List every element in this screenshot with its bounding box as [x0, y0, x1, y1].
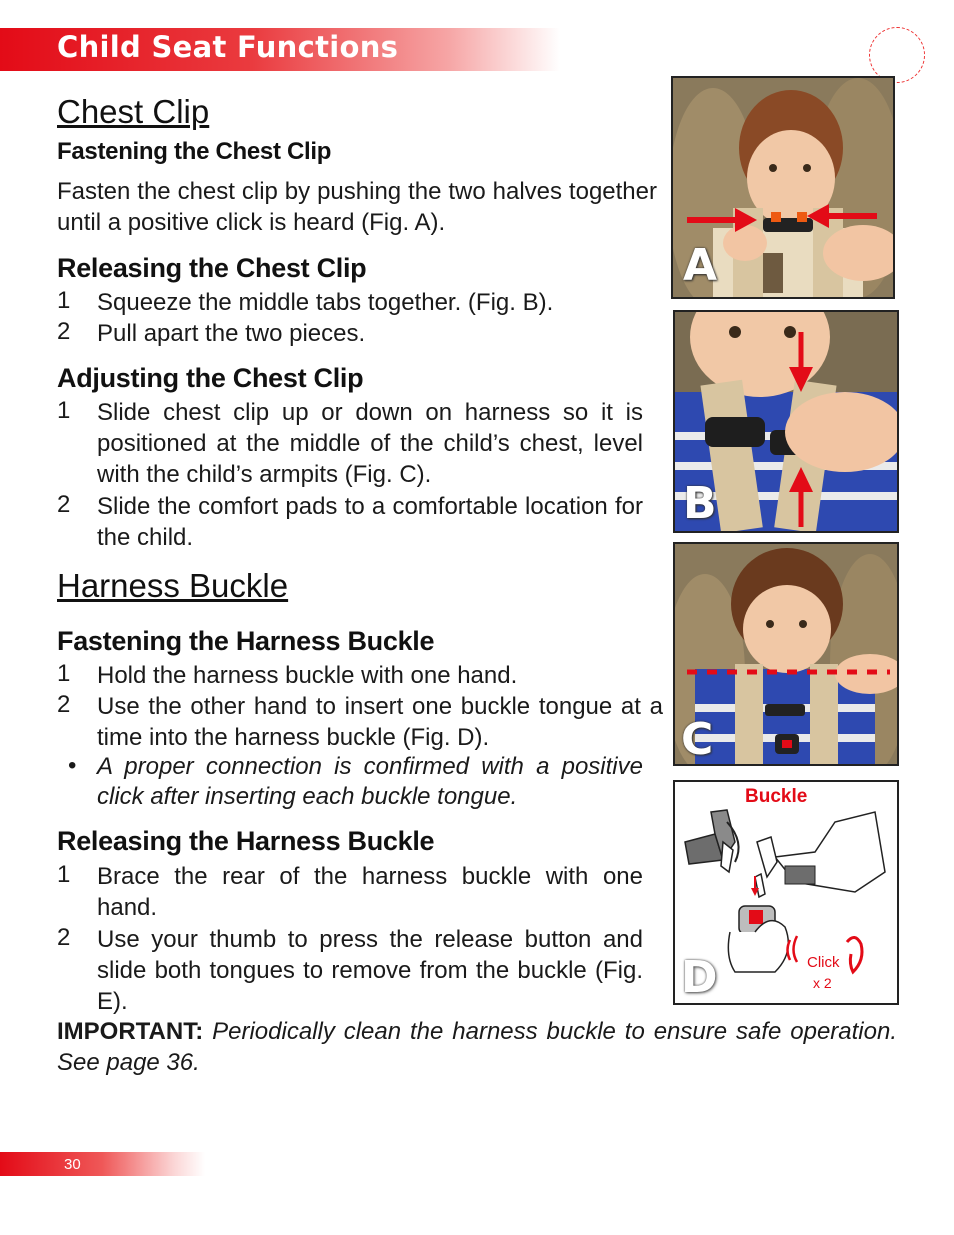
step-number: 1 [57, 861, 71, 888]
step-text: Use your thumb to press the release button and slide both tongues to remove from the buckle (Fig. E). [97, 926, 643, 1015]
releasing-harness-buckle-title: Releasing the Harness Buckle [57, 826, 435, 856]
step-number: 1 [57, 287, 71, 314]
bullet-text: A proper connection is confirmed with a positive click after inserting each buckle tongue. [97, 753, 643, 810]
figure-b-label: B [683, 478, 717, 529]
fastening-harness-buckle-title: Fastening the Harness Buckle [57, 626, 435, 656]
figure-b [673, 310, 899, 533]
step-text: Slide chest clip up or down on harness so it is positioned at the middle of the child’s chest, level with the child’s armpits (Fig. C). [97, 399, 643, 488]
step-number: 2 [57, 318, 71, 345]
releasing-chest-clip-title: Releasing the Chest Clip [57, 253, 367, 283]
chest-clip-heading: Chest Clip [57, 93, 210, 130]
step-number: 2 [57, 924, 71, 951]
step-number: 2 [57, 491, 71, 518]
figure-a-label: A [683, 240, 718, 291]
click-count: x 2 [813, 975, 832, 991]
step-number: 2 [57, 691, 71, 718]
page-number: 30 [64, 1156, 81, 1173]
step-number: 1 [57, 660, 71, 687]
figure-d-title: Buckle [745, 786, 808, 807]
figure-c-label: C [681, 714, 714, 765]
fastening-chest-clip-title: Fastening the Chest Clip [57, 138, 332, 165]
step-text: Slide the comfort pads to a comfortable location for the child. [97, 493, 643, 551]
important-note [57, 1016, 897, 1078]
figure-d-label: D [681, 952, 718, 1003]
footer-band [0, 1152, 205, 1176]
important-label: IMPORTANT: [57, 1018, 204, 1045]
harness-buckle-heading: Harness Buckle [57, 567, 289, 604]
figure-a [671, 76, 895, 299]
step-text: Use the other hand to insert one buckle tongue at a time into the harness buckle (Fig. D). [97, 693, 663, 751]
step-number: 1 [57, 397, 71, 424]
section-title: Child Seat Functions [57, 30, 399, 64]
figure-c [673, 542, 899, 766]
adjusting-chest-clip-title: Adjusting the Chest Clip [57, 363, 364, 393]
step-text: Squeeze the middle tabs together. (Fig. B). [97, 289, 554, 316]
figure-d [673, 780, 899, 1005]
step-text: Pull apart the two pieces. [97, 320, 366, 347]
bullet-icon: • [68, 752, 77, 779]
important-text: Periodically clean the harness buckle to ensure safe operation. See page 36. [57, 1018, 897, 1076]
step-text: Brace the rear of the harness buckle with one hand. [97, 863, 643, 921]
registration-mark [869, 27, 925, 83]
fastening-chest-clip-text: Fasten the chest clip by pushing the two halves together until a positive click is heard (Fig. A). [57, 178, 657, 236]
click-label: Click [807, 954, 840, 971]
step-text: Hold the harness buckle with one hand. [97, 662, 518, 689]
